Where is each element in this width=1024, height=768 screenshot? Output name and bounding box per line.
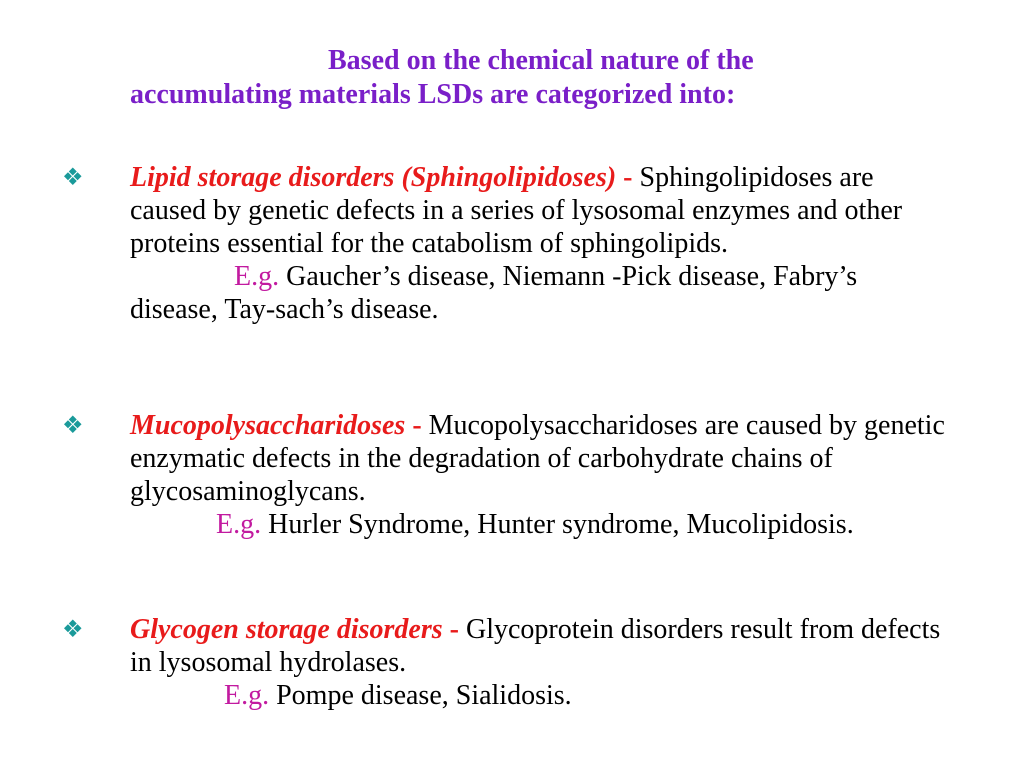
- section-lipid-storage: [130, 161, 950, 326]
- section-term: Glycogen storage disorders: [130, 614, 443, 645]
- example-label: E.g.: [224, 680, 270, 711]
- section-term: Mucopolysaccharidoses: [130, 410, 406, 441]
- diamond-bullet-icon: ❖: [62, 617, 84, 643]
- section-mucopolysaccharidoses: [130, 409, 950, 541]
- section-description: Sphingolipidoses are caused by genetic defects in a series of lysosomal enzymes and other proteins essential for the catabolism of sphingolipids.: [130, 162, 903, 259]
- example-text: Gaucher’s disease, Niemann -Pick disease, Fabry’s disease, Tay-sach’s disease.: [130, 261, 858, 325]
- example-line: [130, 260, 950, 326]
- section-term: Lipid storage disorders (Sphingolipidoses): [130, 162, 617, 193]
- page-title: [130, 44, 930, 112]
- diamond-bullet-icon: ❖: [62, 165, 84, 191]
- example-text: Pompe disease, Sialidosis.: [276, 680, 572, 711]
- example-text: Hurler Syndrome, Hunter syndrome, Mucolipidosis.: [268, 509, 854, 540]
- section-description: Mucopolysaccharidoses are caused by genetic enzymatic defects in the degradation of carbohydrate chains of glycosaminoglycans.: [130, 410, 945, 507]
- section-dash: -: [623, 162, 633, 193]
- section-description: Glycoprotein disorders result from defects in lysosomal hydrolases.: [130, 614, 941, 678]
- example-label: E.g.: [216, 509, 262, 540]
- example-line: [130, 508, 950, 541]
- diamond-bullet-icon: ❖: [62, 413, 84, 439]
- title-line-1: Based on the chemical nature of the: [328, 45, 754, 76]
- section-dash: -: [449, 614, 459, 645]
- section-dash: -: [412, 410, 422, 441]
- example-line: [130, 679, 950, 712]
- section-glycogen-storage: [130, 613, 950, 712]
- title-line-2: accumulating materials LSDs are categorized into:: [130, 79, 736, 110]
- example-label: E.g.: [234, 261, 280, 292]
